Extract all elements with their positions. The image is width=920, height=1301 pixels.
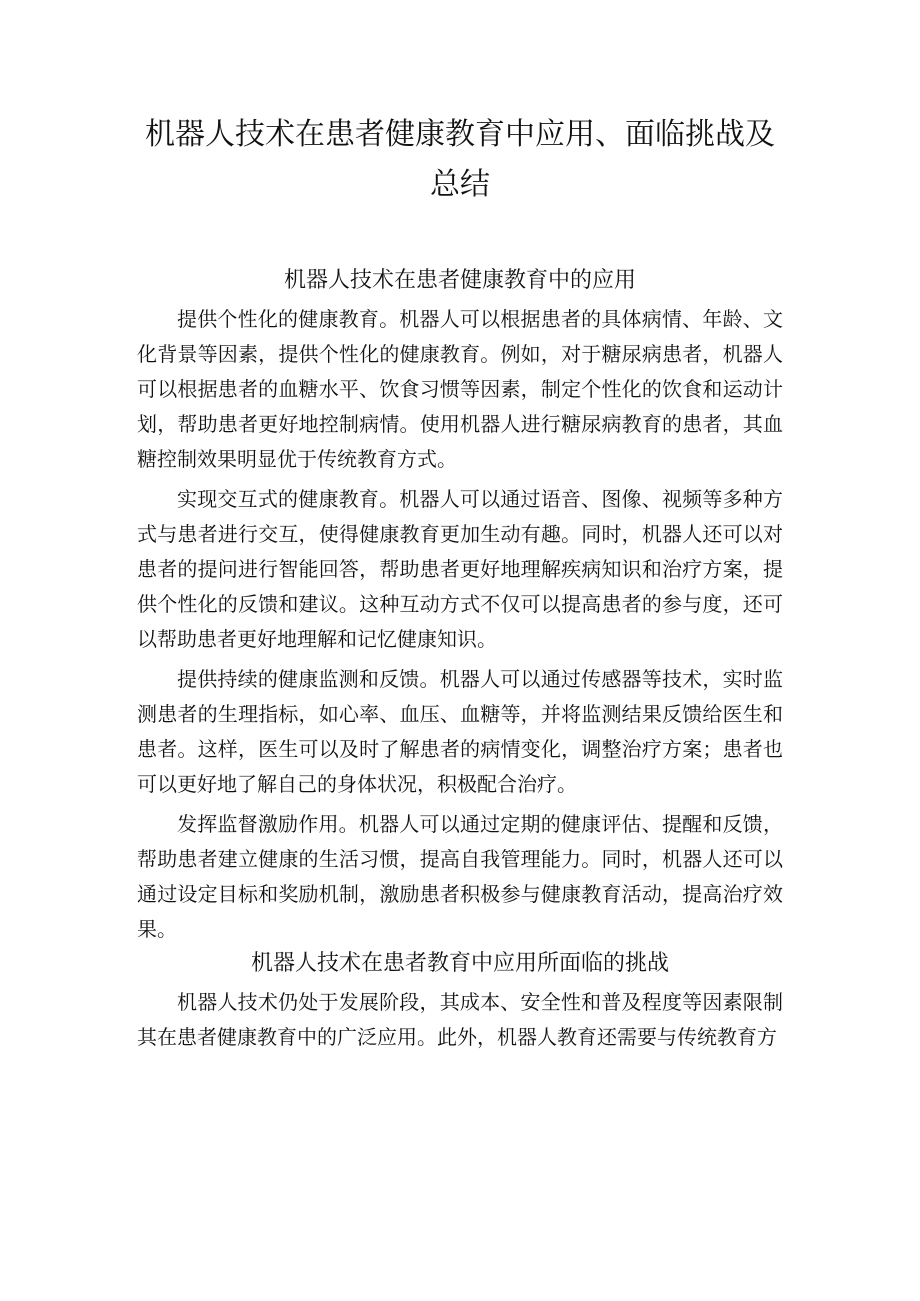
- paragraph-interactive-education: 实现交互式的健康教育。机器人可以通过语音、图像、视频等多种方式与患者进行交互，使得健康教育更加生动有趣。同时，机器人还可以对患者的提问进行智能回答，帮助患者更好地理解疾病知识和治疗方案，提供个性化的反馈和建议。这种互动方式不仅可以提高患者的参与度，还可以帮助患者更好地理解和记忆健康知识。: [137, 487, 783, 651]
- paragraph-health-monitoring: 提供持续的健康监测和反馈。机器人可以通过传感器等技术，实时监测患者的生理指标，如心率、血压、血糖等，并将监测结果反馈给医生和患者。这样，医生可以及时了解患者的病情变化，调整治疗方案；患者也可以更好地了解自己的身体状况，积极配合治疗。: [137, 667, 783, 796]
- paragraph-supervision-motivation: 发挥监督激励作用。机器人可以通过定期的健康评估、提醒和反馈，帮助患者建立健康的生活习惯，提高自我管理能力。同时，机器人还可以通过设定目标和奖励机制，激励患者积极参与健康教育活动，提高治疗效果。: [137, 812, 783, 941]
- section-heading-applications: 机器人技术在患者健康教育中的应用: [283, 268, 636, 293]
- paragraph-challenges: 机器人技术仍处于发展阶段，其成本、安全性和普及程度等因素限制其在患者健康教育中的广泛应用。此外，机器人教育还需要与传统教育方: [137, 990, 783, 1049]
- document-page: [137, 0, 783, 1055]
- section-heading-challenges: 机器人技术在患者教育中应用所面临的挑战: [250, 951, 669, 976]
- document-title: 机器人技术在患者健康教育中应用、面临挑战及总结: [145, 117, 775, 202]
- paragraph-personalized-education: 提供个性化的健康教育。机器人可以根据患者的具体病情、年龄、文化背景等因素，提供个性化的健康教育。例如，对于糖尿病患者，机器人可以根据患者的血糖水平、饮食习惯等因素，制定个性化的饮食和运动计划，帮助患者更好地控制病情。使用机器人进行糖尿病教育的患者，其血糖控制效果明显优于传统教育方式。: [137, 307, 783, 471]
